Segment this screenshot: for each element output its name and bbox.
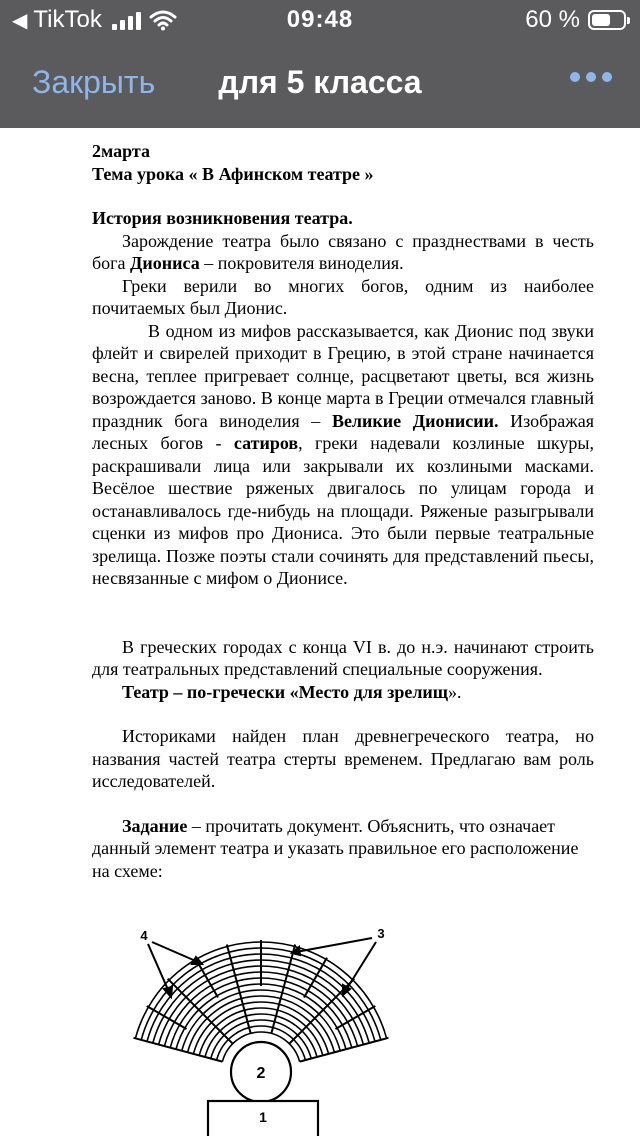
paragraph-2: Греки верили во многих богов, одним из наиболее почитаемых был Дионис. — [92, 275, 594, 318]
theatre-plan-diagram — [124, 924, 414, 1136]
close-button[interactable]: Закрыть — [32, 64, 156, 100]
paragraph-5: Театр – по-гречески «Место для зрелищ». — [122, 681, 462, 702]
paragraph-6: Историками найден план древнегреческого театра, но названия частей театра стерты временем. Предлагаю вам роль исследователей. — [92, 726, 594, 791]
page-title: для 5 класса — [218, 64, 422, 100]
label-1: 1 — [259, 1109, 267, 1125]
battery-percent: 60 % — [525, 6, 580, 33]
lesson-topic: Тема урока « В Афинском театре » — [92, 163, 374, 184]
status-bar — [0, 0, 640, 42]
back-arrow-icon: ◀ — [12, 9, 28, 32]
battery-icon — [588, 10, 626, 30]
document-page — [92, 140, 594, 882]
seating-row — [170, 978, 352, 1048]
lesson-date: 2марта — [92, 141, 150, 161]
paragraph-1: Зарождение театра было связано с празднествами в честь бога Диониса – покровителя виноделия. — [92, 230, 594, 273]
paragraph-4: В греческих городах с конца VI в. до н.э. начинают строить для театральных представлений специальные сооружения. — [92, 636, 594, 679]
label-2: 2 — [256, 1065, 266, 1082]
more-options-icon[interactable] — [570, 72, 612, 82]
navigation-bar — [0, 42, 640, 128]
aisle-line — [168, 979, 233, 1044]
clock: 09:48 — [286, 6, 354, 33]
label-3: 3 — [377, 926, 385, 941]
label-4: 4 — [140, 928, 148, 943]
back-app-label: TikTok — [33, 6, 102, 33]
section-heading: История возникновения театра. — [92, 208, 353, 228]
task-paragraph: Задание – прочитать документ. Объяснить, что означает данный элемент театра и указать правильное его расположение на схеме: — [92, 815, 579, 881]
paragraph-3: В одном из мифов рассказывается, как Дионис под звуки флейт и свирелей приходит в Грецию, в этой стране начинается весна, теплее пригревает солнце, расцветают цветы, вся жизнь возрождается заново. В конце марта в Греции отмечался главный праздник бога виноделия – Великие Дионисии. Изображая лесных богов - сатиров, греки надевали козлиные шкуры, раскрашивали лица или закрывали их козлиными масками. Весёлое шествие ряженых двигалось по улицам города и останавливалось где-нибудь на площади. Ряженые разыгрывали сценки из мифов про Диониса. Это были первые театральные зрелища. Позже поэты стали сочинять для представлений пьесы, несвязанные с мифом о Дионисе. — [92, 320, 594, 588]
battery-status — [525, 6, 626, 34]
